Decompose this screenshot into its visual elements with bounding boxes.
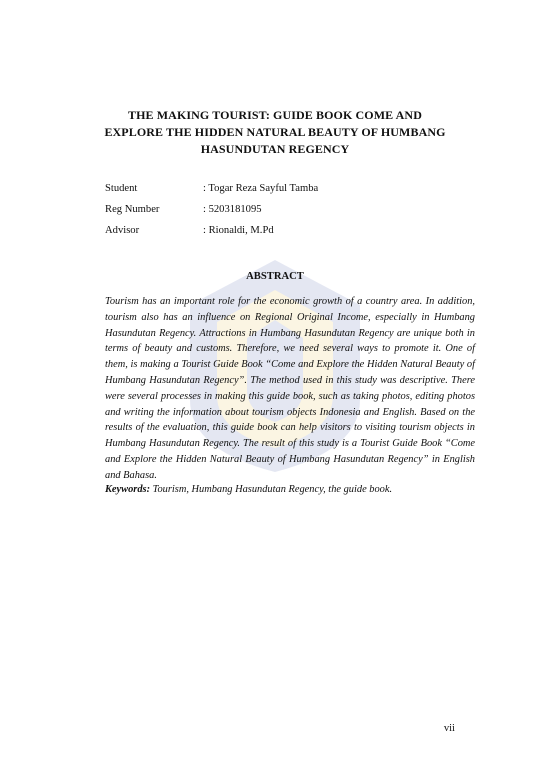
title-line-3: HASUNDUTAN REGENCY <box>200 142 350 156</box>
reg-number-value: : 5203181095 <box>203 204 262 215</box>
reg-number-label: Reg Number <box>105 204 160 215</box>
keywords-label: Keywords: <box>105 484 151 495</box>
document-title <box>80 107 470 158</box>
advisor-row <box>105 220 318 241</box>
title-line-2: EXPLORE THE HIDDEN NATURAL BEAUTY OF HUMBANG <box>104 125 446 139</box>
abstract-body: Tourism has an important role for the economic growth of a country area. In addition, tourism also has an influence on Regional Original Income, especially in Humbang Hasundutan Regency. Attractions in Humbang Hasundutan Regency are unique both in terms of beauty and customs. Therefore, we need several ways to promote it. One of them, is making a Tourist Guide Book “Come and Explore the Hidden Natural Beauty of Humbang Hasundutan Regency”. The method used in this study was descriptive. There were several processes in making this guide book, such as taking photos, editing photos and writing the information about tourism objects Indonesia and English. Based on the results of the evaluation, this guide book can help visitors to visiting tourism objects in Humbang Hasundutan Regency. The result of this study is a Tourist Guide Book “Come and Explore the Hidden Natural Beauty of Humbang Hasundutan Regency” in English and Bahasa. <box>105 296 475 481</box>
keywords-value: Tourism, Humbang Hasundutan Regency, the guide book. <box>150 484 393 495</box>
student-label: Student <box>105 183 138 194</box>
keywords-line <box>105 484 475 495</box>
reg-number-row <box>105 199 318 220</box>
abstract-heading: ABSTRACT <box>246 271 304 282</box>
student-value: : Togar Reza Sayful Tamba <box>203 183 319 194</box>
title-line-1: THE MAKING TOURIST: GUIDE BOOK COME AND <box>128 108 422 122</box>
page-number: vii <box>443 723 455 734</box>
student-row <box>105 178 318 199</box>
advisor-value: : Rionaldi, M.Pd <box>203 225 274 236</box>
advisor-label: Advisor <box>105 225 140 236</box>
author-info <box>105 178 318 241</box>
